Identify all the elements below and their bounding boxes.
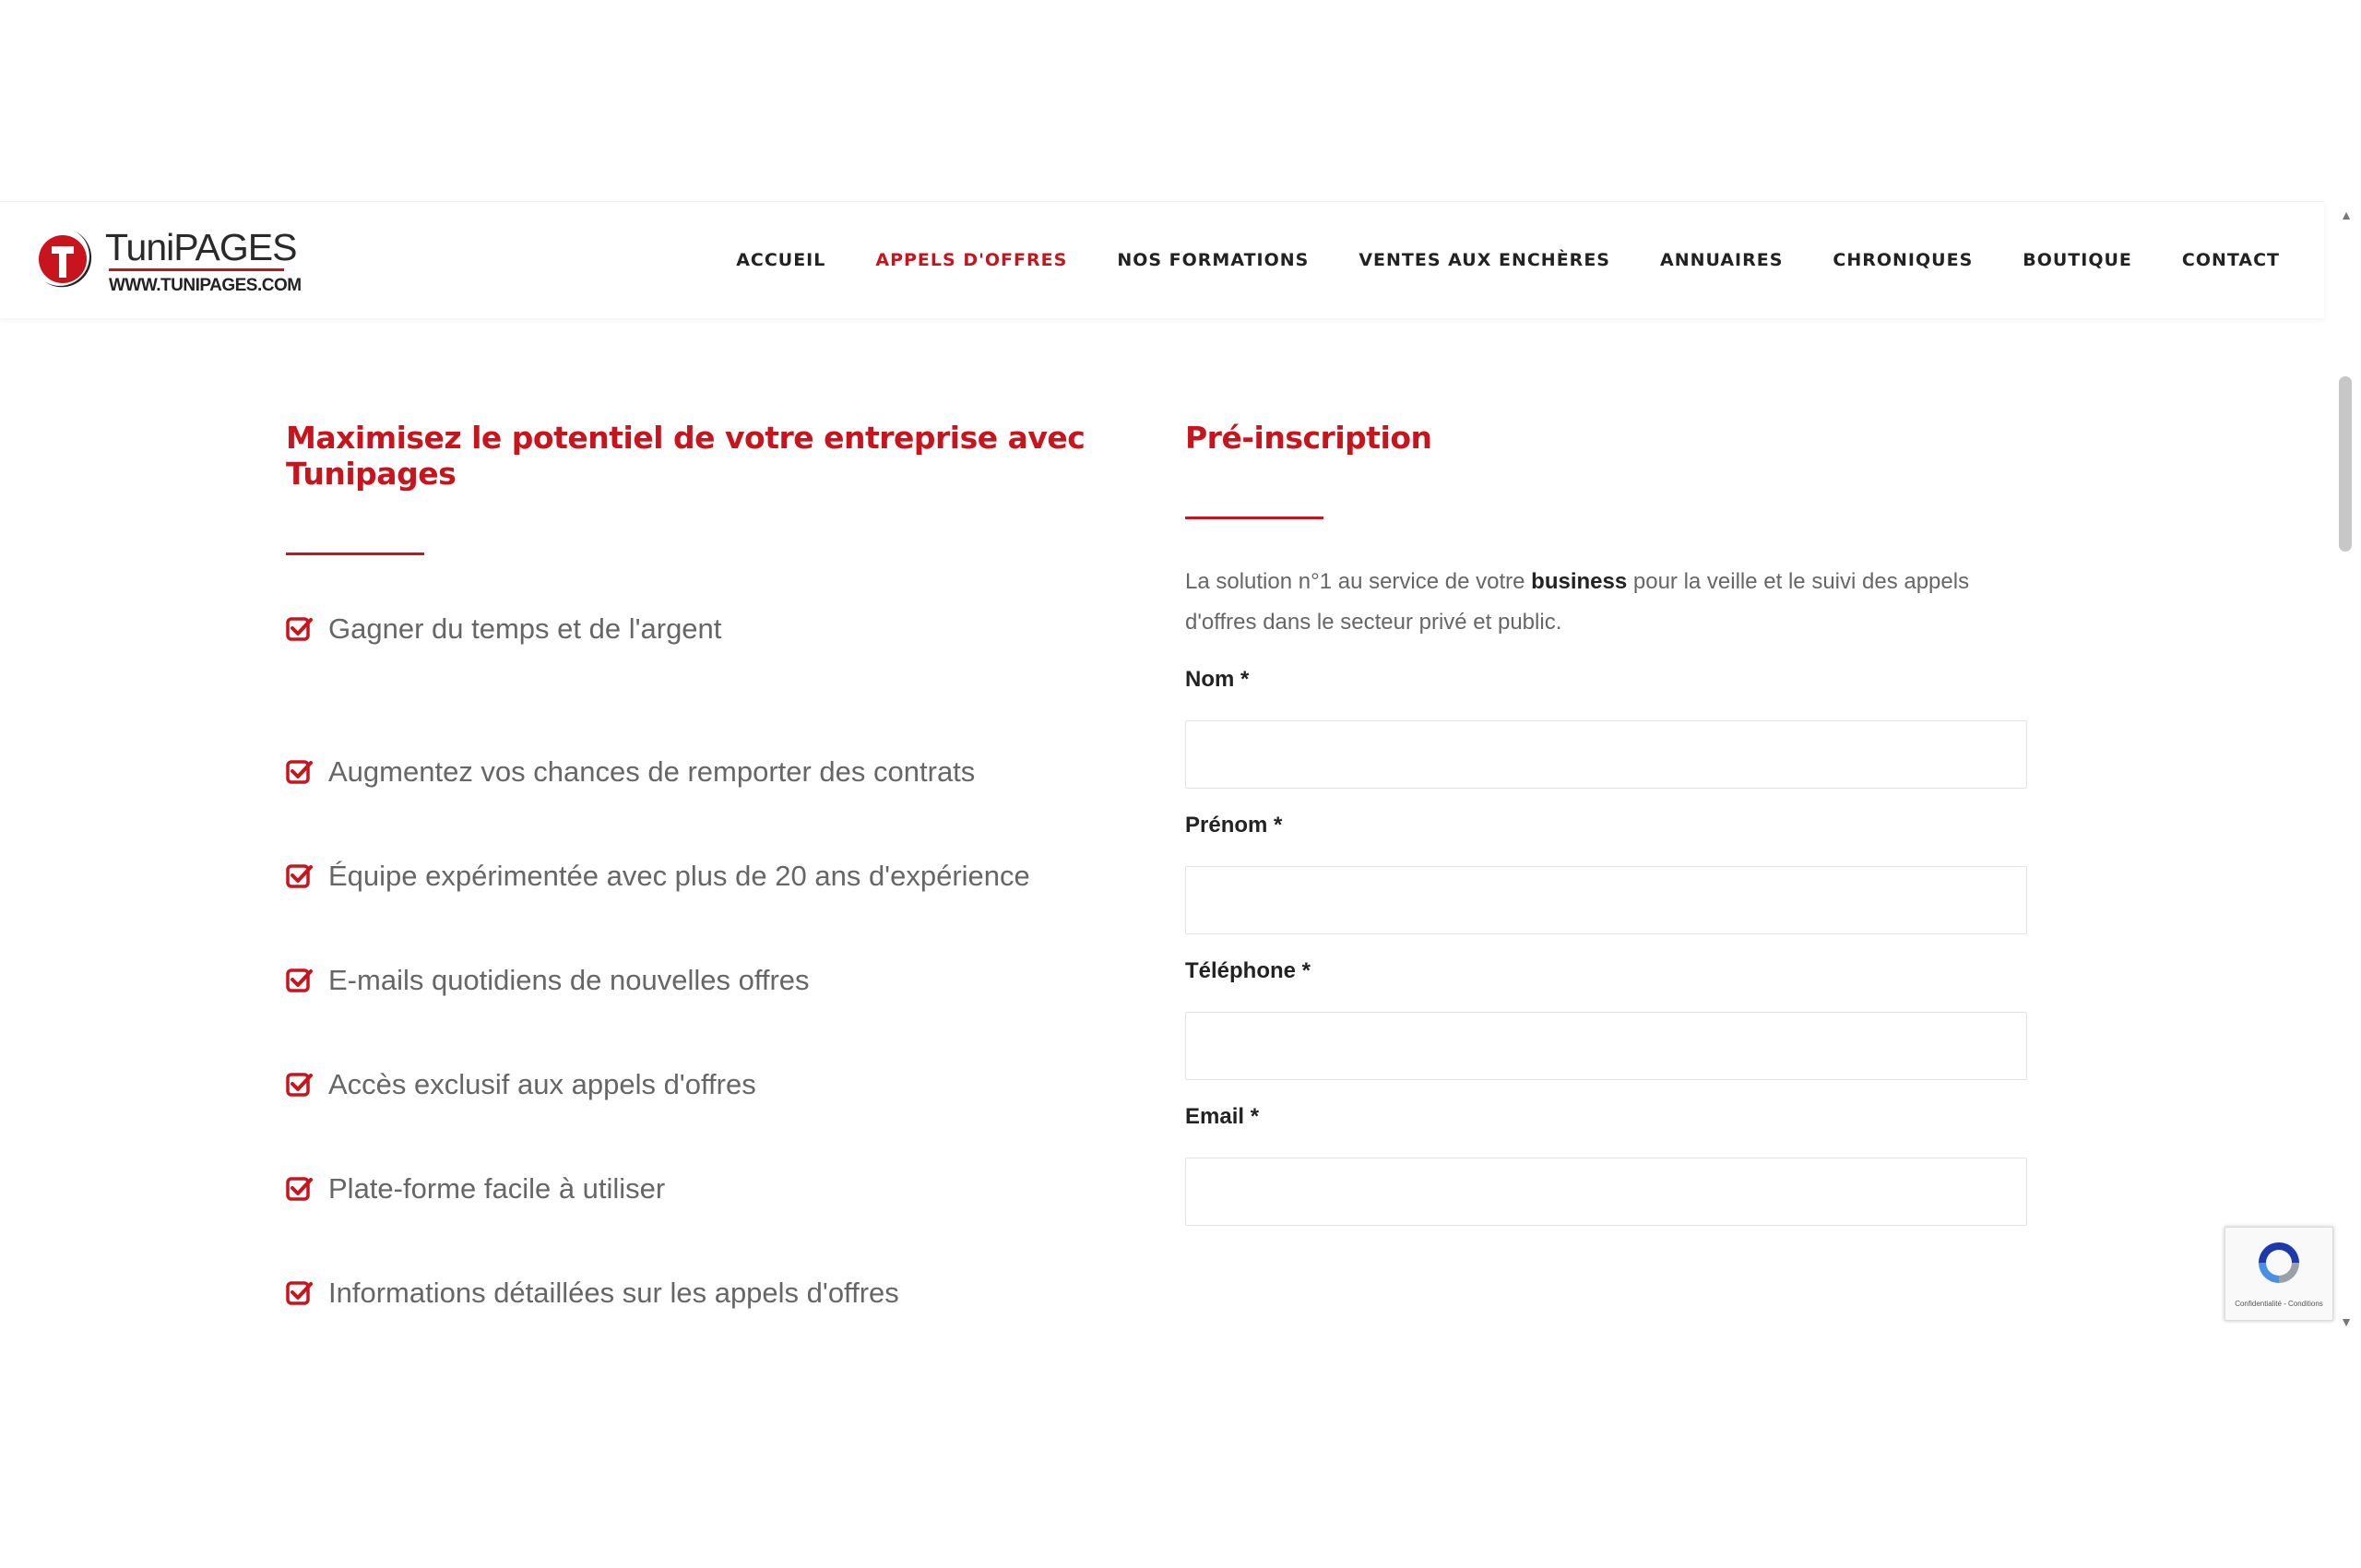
benefit-item bbox=[286, 928, 1116, 1032]
benefit-item bbox=[286, 1136, 1116, 1241]
nav-item-ventes-aux-encheres[interactable]: VENTES AUX ENCHÈRES bbox=[1358, 250, 1610, 270]
nav-item-nos-formations[interactable]: NOS FORMATIONS bbox=[1117, 250, 1310, 270]
benefits-title: Maximisez le potentiel de votre entreprise avec Tunipages bbox=[286, 420, 1086, 492]
benefits-list bbox=[286, 612, 1116, 1345]
checkbox-check-icon bbox=[286, 1071, 314, 1099]
checkbox-check-icon bbox=[286, 1175, 314, 1203]
intro-text-part: La solution n°1 au service de votre bbox=[1185, 569, 1532, 594]
telephone-input[interactable] bbox=[1185, 1012, 2027, 1080]
logo-url: WWW.TUNIPAGES.COM bbox=[109, 276, 302, 295]
nav-item-annuaires[interactable]: ANNUAIRES bbox=[1659, 250, 1784, 270]
scrollbar-thumb[interactable] bbox=[2339, 376, 2352, 552]
recaptcha-badge[interactable] bbox=[2225, 1227, 2333, 1321]
benefits-title-underline bbox=[286, 552, 424, 555]
tunipages-logo[interactable] bbox=[35, 226, 302, 298]
email-label: Email * bbox=[1185, 1104, 1260, 1129]
tunipages-logo-icon bbox=[35, 228, 101, 294]
checkbox-check-icon bbox=[286, 1279, 314, 1307]
nom-input[interactable] bbox=[1185, 720, 2027, 789]
intro-text-bold: business bbox=[1531, 569, 1628, 594]
email-input[interactable] bbox=[1185, 1158, 2027, 1226]
nav-item-contact[interactable]: CONTACT bbox=[2181, 250, 2280, 270]
benefit-item bbox=[286, 1241, 1116, 1345]
main-nav bbox=[686, 202, 2280, 318]
benefit-item bbox=[286, 612, 1116, 646]
benefit-label: Équipe expérimentée avec plus de 20 ans d'expérience bbox=[328, 859, 1030, 892]
page-scrollbar[interactable] bbox=[2331, 201, 2361, 1336]
nav-item-appels-doffres[interactable]: APPELS D'OFFRES bbox=[875, 250, 1068, 270]
scroll-up-arrow-icon[interactable]: ▲ bbox=[2340, 208, 2353, 222]
benefit-label: Augmentez vos chances de remporter des contrats bbox=[328, 754, 976, 788]
nav-item-boutique[interactable]: BOUTIQUE bbox=[2023, 250, 2132, 270]
checkbox-check-icon bbox=[286, 758, 314, 786]
nav-item-chroniques[interactable]: CHRONIQUES bbox=[1833, 250, 1974, 270]
prenom-label: Prénom * bbox=[1185, 813, 1283, 837]
logo-name: TuniPAGES bbox=[105, 226, 297, 268]
benefit-label: Plate-forme facile à utiliser bbox=[328, 1171, 666, 1205]
logo-underline bbox=[109, 268, 284, 271]
nom-label: Nom * bbox=[1185, 667, 1250, 692]
checkbox-check-icon bbox=[286, 615, 314, 643]
pre-registration-form bbox=[1185, 667, 2029, 1226]
nav-item-accueil[interactable]: ACCUEIL bbox=[736, 250, 826, 270]
field-prenom bbox=[1185, 813, 2029, 934]
recaptcha-icon bbox=[2253, 1237, 2305, 1294]
benefit-label: E-mails quotidiens de nouvelles offres bbox=[328, 963, 810, 996]
checkbox-check-icon bbox=[286, 967, 314, 994]
pre-registration-title-underline bbox=[1185, 517, 1323, 519]
pre-registration-title: Pré-inscription bbox=[1185, 420, 1432, 456]
benefit-item bbox=[286, 719, 1116, 824]
recaptcha-terms[interactable]: Confidentialité - Conditions bbox=[2235, 1300, 2323, 1308]
benefit-item bbox=[286, 1032, 1116, 1136]
benefit-label: Gagner du temps et de l'argent bbox=[328, 612, 722, 645]
benefits-section bbox=[286, 420, 1116, 1345]
intro-text bbox=[1185, 562, 1997, 643]
benefit-label: Informations détaillées sur les appels d'offres bbox=[328, 1276, 899, 1309]
checkbox-check-icon bbox=[286, 862, 314, 890]
prenom-input[interactable] bbox=[1185, 866, 2027, 934]
field-email bbox=[1185, 1104, 2029, 1226]
benefit-item bbox=[286, 824, 1116, 928]
pre-registration-section bbox=[1185, 420, 2029, 1226]
field-nom bbox=[1185, 667, 2029, 789]
intro-text-part: pour la veille et le suivi des appels d'offres dans le secteur privé et public. bbox=[1185, 569, 1970, 635]
benefit-label: Accès exclusif aux appels d'offres bbox=[328, 1067, 756, 1100]
field-telephone bbox=[1185, 958, 2029, 1080]
scroll-down-arrow-icon[interactable]: ▼ bbox=[2340, 1314, 2353, 1329]
site-header bbox=[0, 201, 2324, 318]
telephone-label: Téléphone * bbox=[1185, 958, 1311, 983]
